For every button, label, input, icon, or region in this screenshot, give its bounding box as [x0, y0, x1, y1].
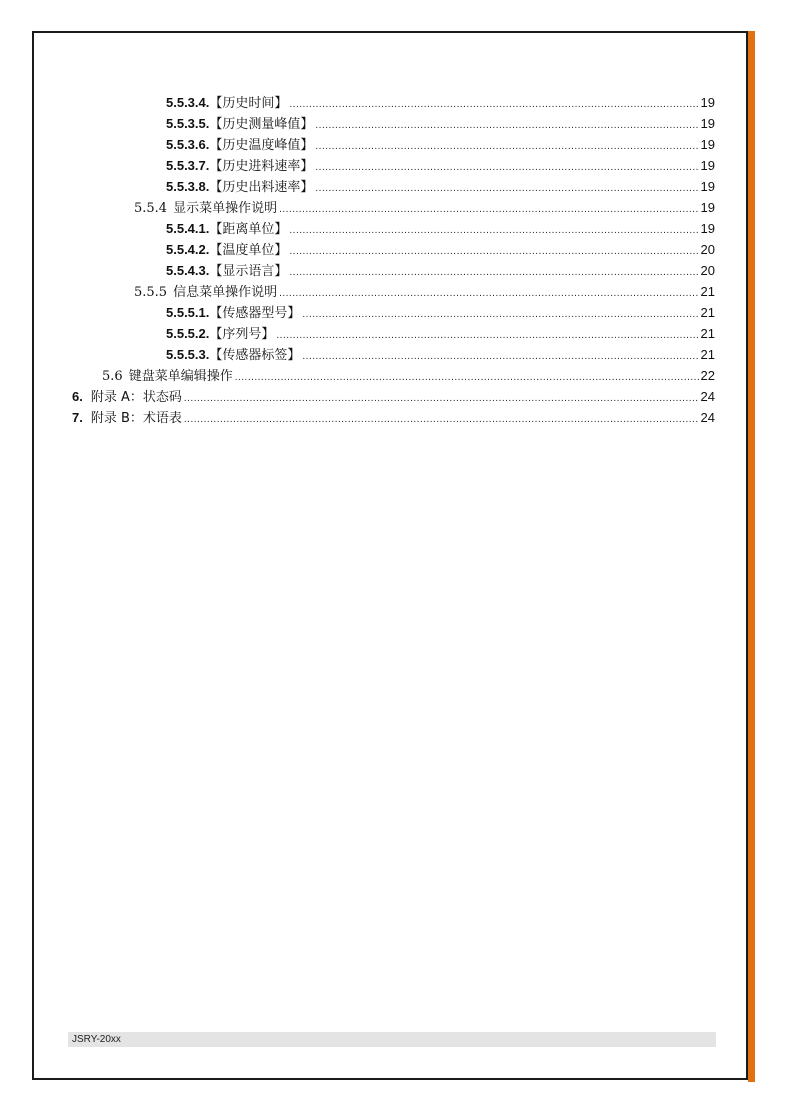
toc-page: 19: [700, 137, 715, 152]
toc-entry[interactable]: [166, 114, 715, 134]
toc-entry[interactable]: [72, 387, 715, 407]
toc-leader: [279, 200, 698, 220]
toc-title: 【历史温度峰值】: [209, 138, 314, 153]
toc-page: 22: [700, 368, 715, 383]
toc-leader: [315, 137, 698, 157]
toc-title: 键盘菜单编辑操作: [128, 369, 233, 384]
toc-title: 【距离单位】: [209, 222, 288, 237]
toc-title: 附录 A：状态码: [90, 390, 182, 405]
toc-number: 5.5.5.1.: [166, 305, 210, 320]
footer-doc-id: JSRY-20xx: [72, 1034, 121, 1045]
toc-entry[interactable]: [166, 219, 715, 239]
toc-title: 【温度单位】: [209, 243, 288, 258]
toc-number: 5.5.5: [134, 285, 168, 300]
toc-entry[interactable]: [166, 240, 715, 260]
toc-leader: [289, 95, 698, 115]
toc-page: 21: [700, 347, 715, 362]
toc-number: 5.5.5.3.: [166, 347, 210, 362]
footer-band: [68, 1032, 716, 1047]
toc-title: 附录 B：术语表: [90, 411, 182, 426]
accent-bar: [748, 31, 755, 1082]
toc-leader: [289, 242, 698, 262]
toc-leader: [315, 116, 698, 136]
toc-number: 5.5.3.4.: [166, 95, 210, 110]
toc-title: 【显示语言】: [209, 264, 288, 279]
toc-number: 5.5.3.8.: [166, 179, 210, 194]
toc-entry[interactable]: [134, 198, 715, 218]
toc-leader: [289, 263, 698, 283]
toc-entry[interactable]: [166, 303, 715, 323]
toc-entry[interactable]: [166, 156, 715, 176]
toc-leader: [184, 389, 699, 409]
toc-number: 5.6: [102, 369, 123, 384]
toc-number: 6.: [72, 389, 83, 404]
toc-page: 24: [700, 389, 715, 404]
toc-title: 【历史出料速率】: [209, 180, 314, 195]
toc-leader: [279, 284, 698, 304]
toc-leader: [184, 410, 699, 430]
toc-title: 信息菜单操作说明: [173, 285, 278, 300]
toc-entry[interactable]: [166, 261, 715, 281]
toc-page: 19: [700, 158, 715, 173]
toc-entry[interactable]: [72, 408, 715, 428]
toc-page: 24: [700, 410, 715, 425]
toc-entry[interactable]: [166, 324, 715, 344]
toc-number: 5.5.4: [134, 201, 168, 216]
toc-page: 20: [700, 242, 715, 257]
toc-number: 5.5.3.5.: [166, 116, 210, 131]
toc-number: 7.: [72, 410, 83, 425]
toc-entry[interactable]: [166, 93, 715, 113]
toc-number: 5.5.4.2.: [166, 242, 210, 257]
toc-leader: [302, 347, 698, 367]
toc-page: 21: [700, 326, 715, 341]
toc-leader: [302, 305, 698, 325]
toc-title: 【序列号】: [209, 327, 275, 342]
toc-page: 19: [700, 95, 715, 110]
toc-entry[interactable]: [166, 135, 715, 155]
toc-number: 5.5.4.1.: [166, 221, 210, 236]
toc-number: 5.5.5.2.: [166, 326, 210, 341]
toc-title: 【历史进料速率】: [209, 159, 314, 174]
toc-page: 19: [700, 179, 715, 194]
toc-page: 19: [700, 200, 715, 215]
toc-page: 19: [700, 221, 715, 236]
toc-page: 19: [700, 116, 715, 131]
toc-leader: [289, 221, 698, 241]
toc-page: 21: [700, 305, 715, 320]
toc-entry[interactable]: [134, 282, 715, 302]
toc-page: 20: [700, 263, 715, 278]
toc-entry[interactable]: [102, 366, 715, 386]
toc-entry[interactable]: [166, 345, 715, 365]
toc-title: 【传感器标签】: [209, 348, 301, 363]
toc-number: 5.5.3.7.: [166, 158, 210, 173]
toc-leader: [315, 158, 698, 178]
toc-number: 5.5.4.3.: [166, 263, 210, 278]
toc-page: 21: [700, 284, 715, 299]
toc-leader: [235, 368, 699, 388]
toc-title: 【传感器型号】: [209, 306, 301, 321]
toc-entry[interactable]: [166, 177, 715, 197]
toc-title: 【历史测量峰值】: [209, 117, 314, 132]
toc-leader: [315, 179, 698, 199]
toc-number: 5.5.3.6.: [166, 137, 210, 152]
toc-title: 【历史时间】: [209, 96, 288, 111]
toc-title: 显示菜单操作说明: [173, 201, 278, 216]
toc-leader: [276, 326, 698, 346]
